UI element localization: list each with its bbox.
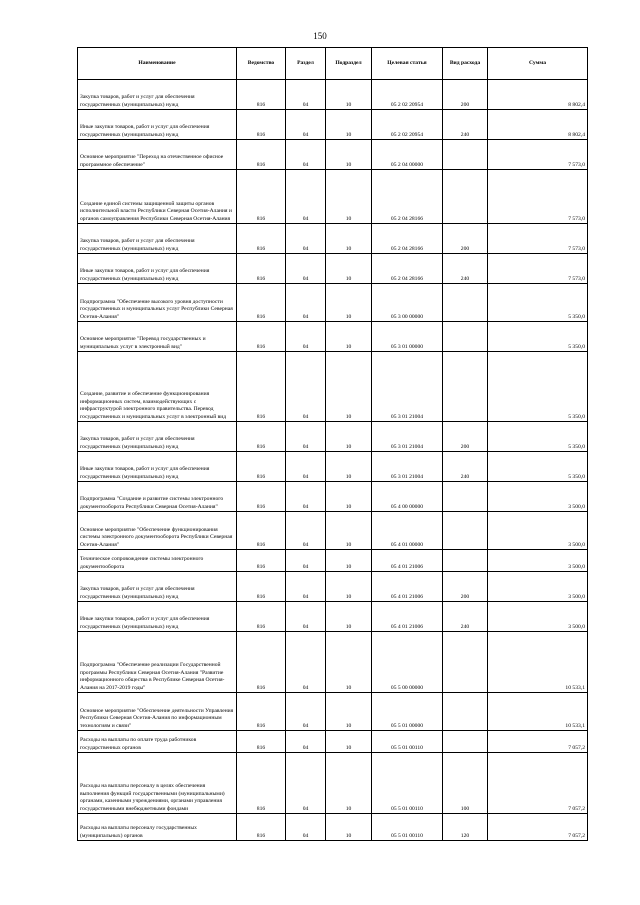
cell-department: 816 bbox=[237, 482, 286, 512]
cell-subsection: 10 bbox=[326, 322, 372, 352]
cell-section: 04 bbox=[286, 482, 326, 512]
cell-expense-type bbox=[443, 550, 488, 572]
table-row bbox=[78, 254, 588, 284]
cell-name: Иные закупки товаров, работ и услуг для обеспечения государственных (муниципальных) нужд bbox=[78, 452, 237, 482]
cell-target: 05 2 04 00000 bbox=[372, 140, 443, 170]
cell-section: 04 bbox=[286, 550, 326, 572]
cell-expense-type bbox=[443, 731, 488, 753]
cell-section: 04 bbox=[286, 731, 326, 753]
cell-expense-type: 120 bbox=[443, 814, 488, 841]
cell-section: 04 bbox=[286, 352, 326, 422]
cell-subsection: 10 bbox=[326, 550, 372, 572]
cell-department: 816 bbox=[237, 753, 286, 814]
header-section: Раздел bbox=[286, 48, 326, 80]
table-body bbox=[78, 80, 588, 841]
cell-subsection: 10 bbox=[326, 284, 372, 322]
cell-department: 816 bbox=[237, 632, 286, 693]
table-row bbox=[78, 170, 588, 224]
cell-expense-type: 240 bbox=[443, 110, 488, 140]
table-row bbox=[78, 452, 588, 482]
cell-department: 816 bbox=[237, 731, 286, 753]
cell-subsection: 10 bbox=[326, 254, 372, 284]
cell-target: 05 4 01 00000 bbox=[372, 512, 443, 550]
cell-expense-type bbox=[443, 170, 488, 224]
cell-sum: 8 802,4 bbox=[488, 110, 588, 140]
cell-target: 05 2 02 20954 bbox=[372, 80, 443, 110]
cell-department: 816 bbox=[237, 110, 286, 140]
cell-section: 04 bbox=[286, 572, 326, 602]
cell-name: Закупка товаров, работ и услуг для обеспечения государственных (муниципальных) нужд bbox=[78, 80, 237, 110]
cell-name: Закупка товаров, работ и услуг для обеспечения государственных (муниципальных) нужд bbox=[78, 422, 237, 452]
cell-name: Расходы на выплаты персоналу государственных (муниципальных) органов bbox=[78, 814, 237, 841]
cell-name: Техническое сопровождение системы электронного документооборота bbox=[78, 550, 237, 572]
cell-target: 05 3 01 00000 bbox=[372, 322, 443, 352]
cell-subsection: 10 bbox=[326, 224, 372, 254]
table-row bbox=[78, 224, 588, 254]
cell-subsection: 10 bbox=[326, 352, 372, 422]
cell-section: 04 bbox=[286, 224, 326, 254]
cell-target: 05 4 00 00000 bbox=[372, 482, 443, 512]
cell-subsection: 10 bbox=[326, 482, 372, 512]
table-row bbox=[78, 110, 588, 140]
cell-expense-type: 200 bbox=[443, 80, 488, 110]
table-row bbox=[78, 753, 588, 814]
cell-department: 816 bbox=[237, 550, 286, 572]
cell-section: 04 bbox=[286, 80, 326, 110]
cell-target: 05 3 01 21004 bbox=[372, 422, 443, 452]
cell-target: 05 5 00 00000 bbox=[372, 632, 443, 693]
cell-target: 05 5 01 00000 bbox=[372, 693, 443, 731]
cell-subsection: 10 bbox=[326, 452, 372, 482]
cell-subsection: 10 bbox=[326, 731, 372, 753]
cell-department: 816 bbox=[237, 572, 286, 602]
cell-subsection: 10 bbox=[326, 170, 372, 224]
cell-expense-type: 240 bbox=[443, 452, 488, 482]
cell-name: Основное мероприятие "Переход на отечественное офисное программное обеспечение" bbox=[78, 140, 237, 170]
cell-section: 04 bbox=[286, 814, 326, 841]
cell-section: 04 bbox=[286, 322, 326, 352]
table-row bbox=[78, 512, 588, 550]
cell-subsection: 10 bbox=[326, 110, 372, 140]
cell-section: 04 bbox=[286, 254, 326, 284]
cell-target: 05 5 01 00110 bbox=[372, 731, 443, 753]
header-expense-type: Вид расхода bbox=[443, 48, 488, 80]
table-row bbox=[78, 814, 588, 841]
cell-section: 04 bbox=[286, 632, 326, 693]
cell-department: 816 bbox=[237, 693, 286, 731]
header-department: Ведомство bbox=[237, 48, 286, 80]
table-row bbox=[78, 550, 588, 572]
table-row bbox=[78, 80, 588, 110]
table-row bbox=[78, 284, 588, 322]
cell-sum: 3 500,0 bbox=[488, 482, 588, 512]
cell-expense-type bbox=[443, 512, 488, 550]
cell-sum: 5 350,0 bbox=[488, 452, 588, 482]
cell-sum: 5 350,0 bbox=[488, 422, 588, 452]
cell-name: Основное мероприятие "Перевод государственных и муниципальных услуг в электронный вид" bbox=[78, 322, 237, 352]
cell-target: 05 2 04 28166 bbox=[372, 224, 443, 254]
cell-expense-type: 240 bbox=[443, 254, 488, 284]
cell-expense-type: 200 bbox=[443, 224, 488, 254]
cell-section: 04 bbox=[286, 422, 326, 452]
cell-target: 05 3 01 21004 bbox=[372, 352, 443, 422]
cell-target: 05 2 04 28166 bbox=[372, 254, 443, 284]
cell-name: Иные закупки товаров, работ и услуг для обеспечения государственных (муниципальных) нужд bbox=[78, 602, 237, 632]
cell-target: 05 5 01 00110 bbox=[372, 753, 443, 814]
header-subsection: Подраздел bbox=[326, 48, 372, 80]
cell-sum: 3 500,0 bbox=[488, 512, 588, 550]
cell-name: Расходы на выплаты по оплате труда работников государственных органов bbox=[78, 731, 237, 753]
cell-section: 04 bbox=[286, 170, 326, 224]
page-number: 150 bbox=[313, 31, 327, 41]
cell-target: 05 2 02 20954 bbox=[372, 110, 443, 140]
cell-subsection: 10 bbox=[326, 140, 372, 170]
cell-section: 04 bbox=[286, 110, 326, 140]
cell-subsection: 10 bbox=[326, 602, 372, 632]
cell-name: Основное мероприятие "Обеспечение функционирования системы электронного документооборота Республики Северная Осетия-Алания" bbox=[78, 512, 237, 550]
cell-expense-type: 100 bbox=[443, 753, 488, 814]
cell-department: 816 bbox=[237, 224, 286, 254]
cell-department: 816 bbox=[237, 512, 286, 550]
cell-department: 816 bbox=[237, 140, 286, 170]
cell-target: 05 3 01 21004 bbox=[372, 452, 443, 482]
cell-subsection: 10 bbox=[326, 80, 372, 110]
cell-name: Расходы на выплаты персоналу в целях обеспечения выполнения функций государственными (муниципальными) органами, казенными учреждениями, органами управления государственными внебюджетными фондами bbox=[78, 753, 237, 814]
cell-target: 05 2 04 28166 bbox=[372, 170, 443, 224]
cell-section: 04 bbox=[286, 284, 326, 322]
cell-section: 04 bbox=[286, 452, 326, 482]
table-row bbox=[78, 352, 588, 422]
cell-section: 04 bbox=[286, 140, 326, 170]
cell-sum: 5 350,0 bbox=[488, 284, 588, 322]
cell-sum: 8 802,4 bbox=[488, 80, 588, 110]
cell-subsection: 10 bbox=[326, 753, 372, 814]
cell-name: Подпрограмма "Обеспечение высокого уровня доступности государственных и муниципальных услуг Республики Северная Осетия-Алания" bbox=[78, 284, 237, 322]
cell-expense-type: 240 bbox=[443, 602, 488, 632]
cell-name: Создание, развитие и обеспечение функционирования информационных систем, взаимодействующих с инфраструктурой электронного правительства. Перевод государственных и муниципальных услуг в электронный вид bbox=[78, 352, 237, 422]
cell-sum: 10 533,1 bbox=[488, 632, 588, 693]
cell-sum: 7 573,0 bbox=[488, 140, 588, 170]
cell-sum: 7 573,0 bbox=[488, 254, 588, 284]
cell-section: 04 bbox=[286, 753, 326, 814]
cell-department: 816 bbox=[237, 322, 286, 352]
cell-sum: 10 533,1 bbox=[488, 693, 588, 731]
cell-target: 05 4 01 21006 bbox=[372, 550, 443, 572]
cell-name: Закупка товаров, работ и услуг для обеспечения государственных (муниципальных) нужд bbox=[78, 572, 237, 602]
cell-subsection: 10 bbox=[326, 422, 372, 452]
cell-expense-type bbox=[443, 284, 488, 322]
cell-department: 816 bbox=[237, 352, 286, 422]
cell-sum: 5 350,0 bbox=[488, 352, 588, 422]
cell-expense-type bbox=[443, 352, 488, 422]
cell-subsection: 10 bbox=[326, 572, 372, 602]
cell-sum: 5 350,0 bbox=[488, 322, 588, 352]
table-row bbox=[78, 731, 588, 753]
cell-subsection: 10 bbox=[326, 632, 372, 693]
header-name: Наименование bbox=[78, 48, 237, 80]
table-row bbox=[78, 632, 588, 693]
cell-name: Иные закупки товаров, работ и услуг для обеспечения государственных (муниципальных) нужд bbox=[78, 254, 237, 284]
cell-department: 816 bbox=[237, 254, 286, 284]
cell-sum: 3 500,0 bbox=[488, 572, 588, 602]
table-row bbox=[78, 322, 588, 352]
cell-department: 816 bbox=[237, 284, 286, 322]
cell-department: 816 bbox=[237, 80, 286, 110]
table-header-row bbox=[78, 48, 588, 80]
cell-target: 05 4 01 21006 bbox=[372, 572, 443, 602]
header-target: Целевая статья bbox=[372, 48, 443, 80]
table-row bbox=[78, 482, 588, 512]
cell-department: 816 bbox=[237, 422, 286, 452]
budget-table bbox=[77, 47, 588, 841]
cell-expense-type bbox=[443, 322, 488, 352]
cell-target: 05 3 00 00000 bbox=[372, 284, 443, 322]
table-row bbox=[78, 693, 588, 731]
cell-expense-type bbox=[443, 482, 488, 512]
cell-sum: 7 057,2 bbox=[488, 753, 588, 814]
cell-name: Создание единой системы защищенной защиты органов исполнительной власти Республики Северная Осетия-Алания и органов самоуправления Республики Северная Осетия-Алания bbox=[78, 170, 237, 224]
cell-sum: 3 500,0 bbox=[488, 550, 588, 572]
table-row bbox=[78, 572, 588, 602]
cell-department: 816 bbox=[237, 452, 286, 482]
table-row bbox=[78, 140, 588, 170]
cell-name: Подпрограмма "Обеспечение реализации Государственной программы Республики Северная Осетия-Алания "Развитие информационного общества в Республике Северная Осетия-Алания на 2017-2019 годы" bbox=[78, 632, 237, 693]
cell-target: 05 4 01 21006 bbox=[372, 602, 443, 632]
cell-expense-type: 200 bbox=[443, 422, 488, 452]
cell-department: 816 bbox=[237, 170, 286, 224]
cell-sum: 3 500,0 bbox=[488, 602, 588, 632]
cell-department: 816 bbox=[237, 602, 286, 632]
cell-name: Подпрограмма "Создание и развитие системы электронного документооборота Республики Северная Осетия-Алания" bbox=[78, 482, 237, 512]
cell-expense-type bbox=[443, 140, 488, 170]
cell-subsection: 10 bbox=[326, 814, 372, 841]
cell-target: 05 5 01 00110 bbox=[372, 814, 443, 841]
cell-section: 04 bbox=[286, 602, 326, 632]
cell-section: 04 bbox=[286, 693, 326, 731]
cell-department: 816 bbox=[237, 814, 286, 841]
table-row bbox=[78, 602, 588, 632]
cell-subsection: 10 bbox=[326, 693, 372, 731]
cell-name: Основное мероприятие "Обеспечение деятельности Управления Республики Северная Осетия-Алания по информационным технологиям и связи" bbox=[78, 693, 237, 731]
cell-sum: 7 573,0 bbox=[488, 224, 588, 254]
cell-sum: 7 057,2 bbox=[488, 731, 588, 753]
table-row bbox=[78, 422, 588, 452]
cell-section: 04 bbox=[286, 512, 326, 550]
cell-subsection: 10 bbox=[326, 512, 372, 550]
cell-name: Закупка товаров, работ и услуг для обеспечения государственных (муниципальных) нужд bbox=[78, 224, 237, 254]
cell-expense-type bbox=[443, 693, 488, 731]
header-sum: Сумма bbox=[488, 48, 588, 80]
cell-sum: 7 573,0 bbox=[488, 170, 588, 224]
cell-expense-type bbox=[443, 632, 488, 693]
cell-name: Иные закупки товаров, работ и услуг для обеспечения государственных (муниципальных) нужд bbox=[78, 110, 237, 140]
cell-expense-type: 200 bbox=[443, 572, 488, 602]
cell-sum: 7 057,2 bbox=[488, 814, 588, 841]
